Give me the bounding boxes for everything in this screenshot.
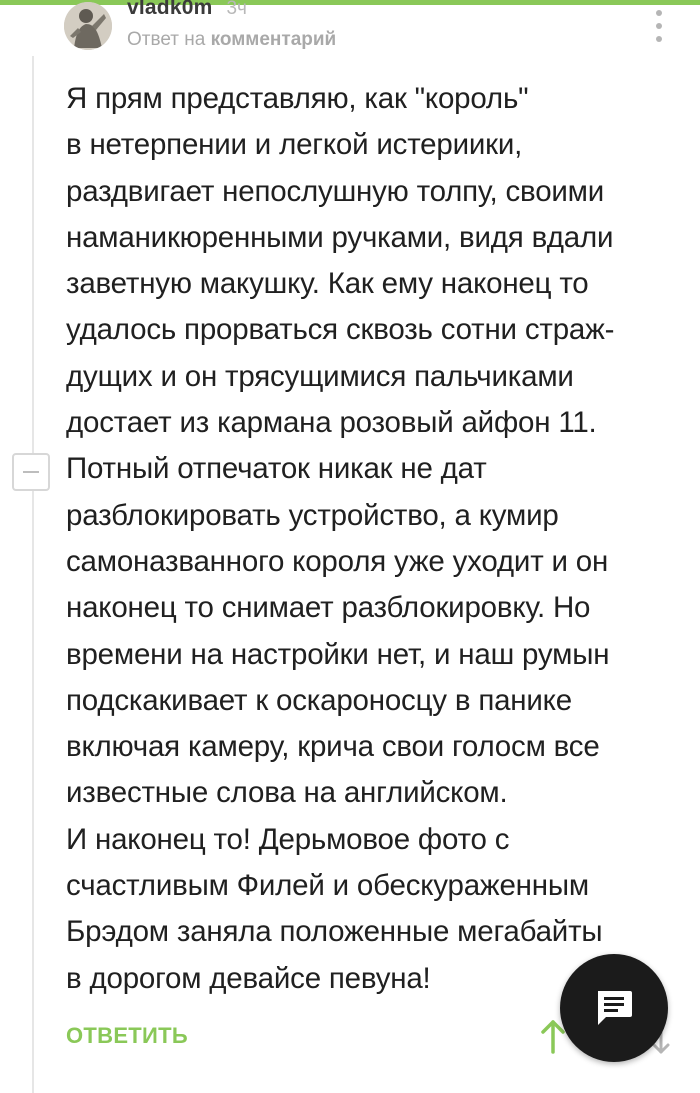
comment-line: удалось прорваться сквозь сотни страж- [66,313,615,347]
comment-time: 3ч [226,0,247,19]
comment-line: Брэдом заняла положенные мегабайты [66,915,603,949]
reply-to-link[interactable]: комментарий [210,29,337,50]
comment-line: наманикюренными ручками, видя вдали [66,220,614,254]
comment-line: счастливым Филей и обескураженным [66,869,589,903]
comment-line: подскакивает к оскароносцу в панике [66,683,572,717]
comment-header [127,0,336,50]
comment-line: наконец то снимает разблокировку. Но [66,591,591,625]
comment-line: времени на настройки нет, и наш румын [66,637,610,671]
more-vertical-icon[interactable] [650,8,668,44]
collapse-thread-button[interactable] [12,453,50,491]
comment-line: включая камеру, крича свои голосм все [66,730,600,764]
comment-line: самоназванного короля уже уходит и он [66,544,609,578]
comment-line: в нетерпении и легкой истериики, [66,128,523,162]
comment-line: заветную макушку. Как ему наконец то [66,267,589,301]
avatar[interactable] [64,2,112,50]
chat-fab-button[interactable] [560,954,668,1062]
username[interactable]: vladk0m [127,0,213,19]
comment-line: раздвигает непослушную толпу, своими [66,174,605,208]
comment-line: Я прям представляю, как "король" [66,82,529,115]
top-accent-bar [0,0,700,5]
reply-prefix: Ответ на [127,29,206,50]
reply-button[interactable]: ОТВЕТИТЬ [66,1023,189,1048]
minus-icon [23,471,39,473]
comment-line: И наконец то! Дерьмовое фото с [66,822,510,856]
comment-line: достает из кармана розовый айфон 11. [66,406,597,440]
comment-line: в дорогом девайсе певуна! [66,961,431,995]
comment-line: Потный отпечаток никак не дат [66,452,487,486]
comment-line: известные слова на английском. [66,776,508,810]
reply-to-line [127,29,336,51]
avatar-image [64,2,112,50]
comment-line: разблокировать устройство, а кумир [66,498,559,532]
comment-body [66,76,686,1002]
comment-line: дущих и он трясущимися пальчиками [66,359,574,393]
thread-line [32,56,34,1093]
chat-icon [592,986,636,1030]
